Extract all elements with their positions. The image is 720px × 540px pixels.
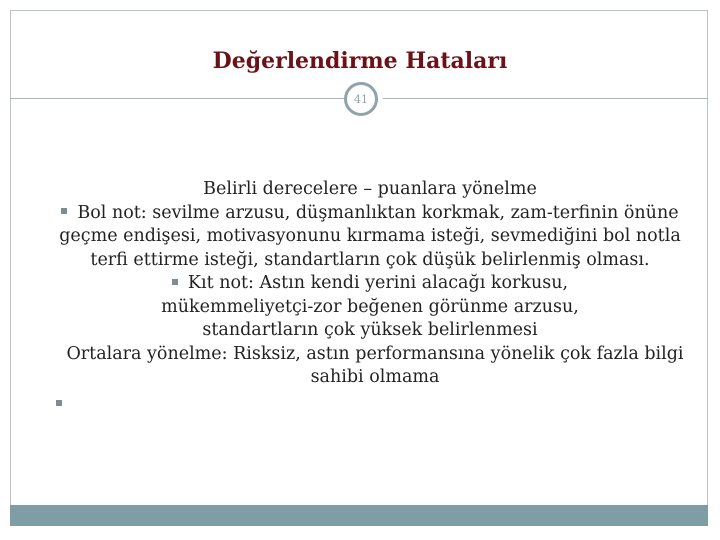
- bullet-text: Bol not: sevilme arzusu, düşmanlıktan korkmak, zam-terfinin önüne geçme endişesi, motivasyonunu kırmama isteği, sevmediğini bol notla terfi ettirme isteği, standartların çok düşük belirlenmiş olması.: [59, 202, 681, 270]
- bullet-text: Ortalara yönelme: Risksiz, astın performansına yönelik çok fazla bilgi sahibi olmama: [66, 343, 684, 387]
- bullet-item-kit-not: [40, 272, 700, 343]
- square-bullet-icon: [56, 400, 62, 406]
- slide-content: [40, 178, 700, 390]
- content-heading: Belirli derecelere – puanlara yönelme: [203, 179, 537, 199]
- title-divider-right: [383, 98, 708, 99]
- bullet-text: Kıt not: Astın kendi yerini alacağı korkusu, mükemmeliyetçi-zor beğenen görünme arzusu, standartların çok yüksek belirlenmesi: [161, 273, 579, 340]
- square-bullet-icon: [61, 208, 67, 214]
- page-number-badge: [344, 82, 378, 116]
- title-divider-left: [10, 98, 344, 99]
- bullet-item-bol-not: [40, 202, 700, 273]
- bullet-item-ortalara: [40, 343, 700, 390]
- bottom-accent-bar: [10, 505, 708, 526]
- slide-title: Değerlendirme Hataları: [212, 48, 508, 74]
- page-number: 41: [354, 92, 368, 106]
- square-bullet-icon: [172, 279, 178, 285]
